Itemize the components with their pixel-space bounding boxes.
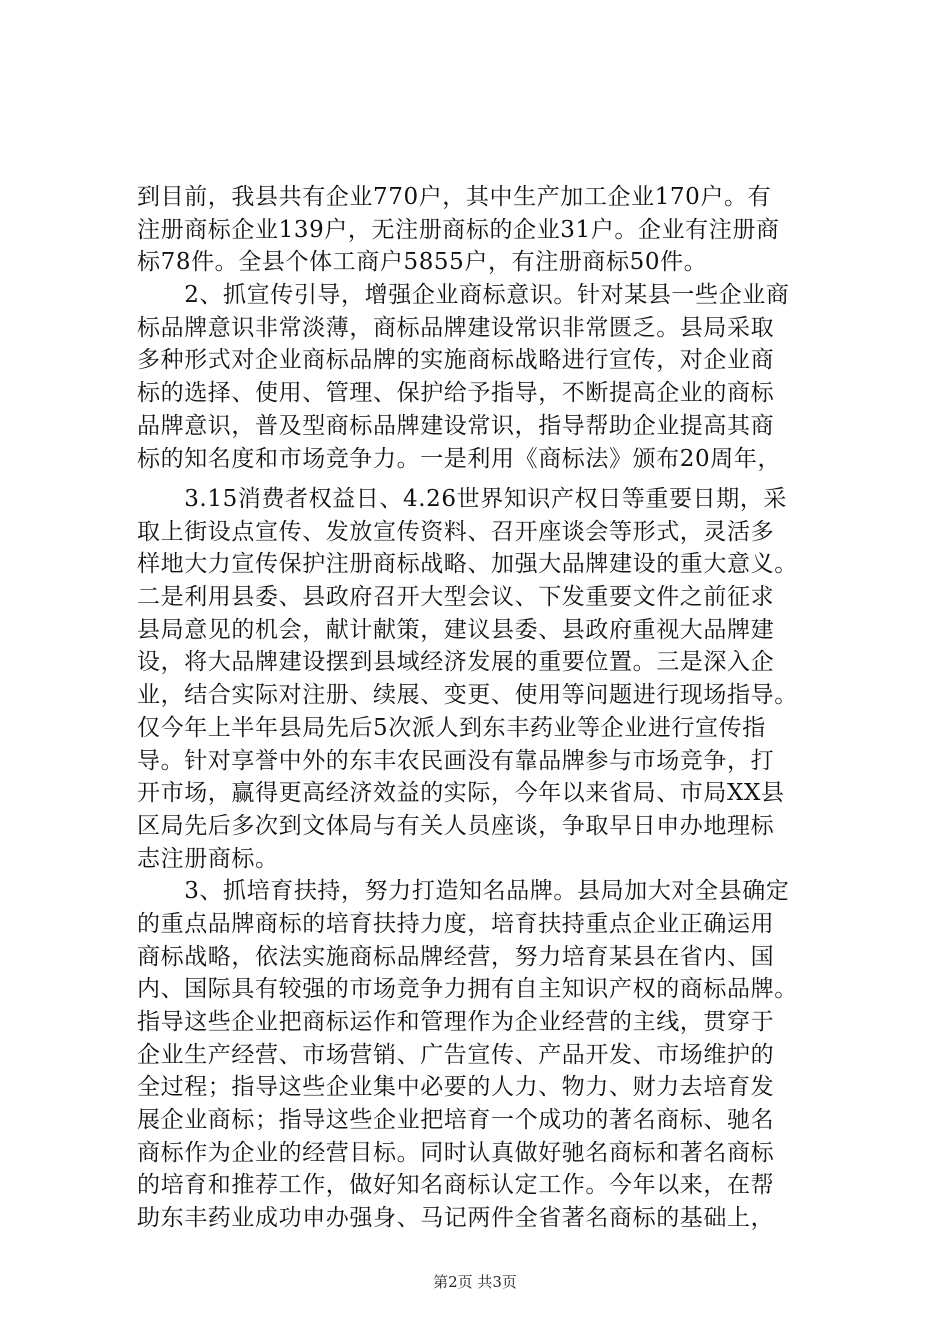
text-line: 内、国际具有较强的市场竞争力拥有自主知识产权的商标品牌。 [137, 976, 798, 1003]
text-line: 的重点品牌商标的培育扶持力度，培育扶持重点企业正确运用 [137, 910, 775, 937]
text-line: 二是利用县委、县政府召开大型会议、下发重要文件之前征求 [137, 584, 775, 611]
text-line: 取上街设点宣传、发放宣传资料、召开座谈会等形式，灵活多 [137, 518, 775, 545]
text-line: 指导这些企业把商标运作和管理作为企业经营的主线，贯穿于 [137, 1009, 775, 1035]
text-line: 县局意见的机会，献计献策，建议县委、县政府重视大品牌建 [137, 616, 775, 643]
text-line: 标的知名度和市场竞争力。一是利用《商标法》颁布20周年， [137, 445, 782, 472]
text-line: 全过程；指导这些企业集中必要的人力、物力、财力去培育发 [137, 1074, 775, 1101]
text-line: 品牌意识，普及型商标品牌建设常识，指导帮助企业提高其商 [137, 412, 775, 439]
text-line: 3.15消费者权益日、4.26世界知识产权日等重要日期，采 [137, 486, 788, 512]
text-line: 3、抓培育扶持，努力打造知名品牌。县局加大对全县确定 [137, 878, 790, 905]
text-line: 注册商标企业139户，无注册商标的企业31户。企业有注册商 [137, 216, 780, 243]
text-line: 标品牌意识非常淡薄，商标品牌建设常识非常匮乏。县局采取 [137, 314, 775, 341]
text-line: 设，将大品牌建设摆到县域经济发展的重要位置。三是深入企 [137, 649, 775, 676]
text-line: 业，结合实际对注册、续展、变更、使用等问题进行现场指导。 [137, 682, 798, 709]
body-text-upper [137, 181, 865, 475]
text-line: 标的选择、使用、管理、保护给予指导，不断提高企业的商标 [137, 380, 775, 407]
page-number-footer: 第2页 共3页 [433, 1273, 517, 1291]
text-line: 多种形式对企业商标品牌的实施商标战略进行宣传，对企业商 [137, 347, 775, 374]
text-line: 商标战略，依法实施商标品牌经营，努力培育某县在省内、国 [137, 943, 775, 970]
text-line: 展企业商标；指导这些企业把培育一个成功的著名商标、驰名 [137, 1107, 775, 1134]
text-line: 到目前，我县共有企业770户，其中生产加工企业170户。有 [137, 184, 772, 210]
text-line: 开市场，赢得更高经济效益的实际，今年以来省局、市局XX县 [137, 780, 785, 807]
text-line: 助东丰药业成功申办强身、马记两件全省著名商标的基础上， [137, 1205, 775, 1232]
text-line: 企业生产经营、市场营销、广告宣传、产品开发、市场维护的 [137, 1041, 775, 1068]
text-line: 导。针对享誉中外的东丰农民画没有靠品牌参与市场竞争，打 [137, 747, 775, 774]
text-line: 商标作为企业的经营目标。同时认真做好驰名商标和著名商标 [137, 1139, 775, 1166]
body-text-lower [137, 483, 865, 1235]
text-line: 2、抓宣传引导，增强企业商标意识。针对某县一些企业商 [137, 282, 790, 309]
text-line: 的培育和推荐工作，做好知名商标认定工作。今年以来，在帮 [137, 1172, 775, 1199]
text-line: 区局先后多次到文体局与有关人员座谈，争取早日申办地理标 [137, 812, 775, 839]
text-line: 标78件。全县个体工商户5855户，有注册商标50件。 [137, 249, 708, 276]
text-line: 仅今年上半年县局先后5次派人到东丰药业等企业进行宣传指 [137, 714, 766, 741]
text-line: 样地大力宣传保护注册商标战略、加强大品牌建设的重大意义。 [137, 551, 798, 578]
text-line: 志注册商标。 [137, 845, 279, 872]
